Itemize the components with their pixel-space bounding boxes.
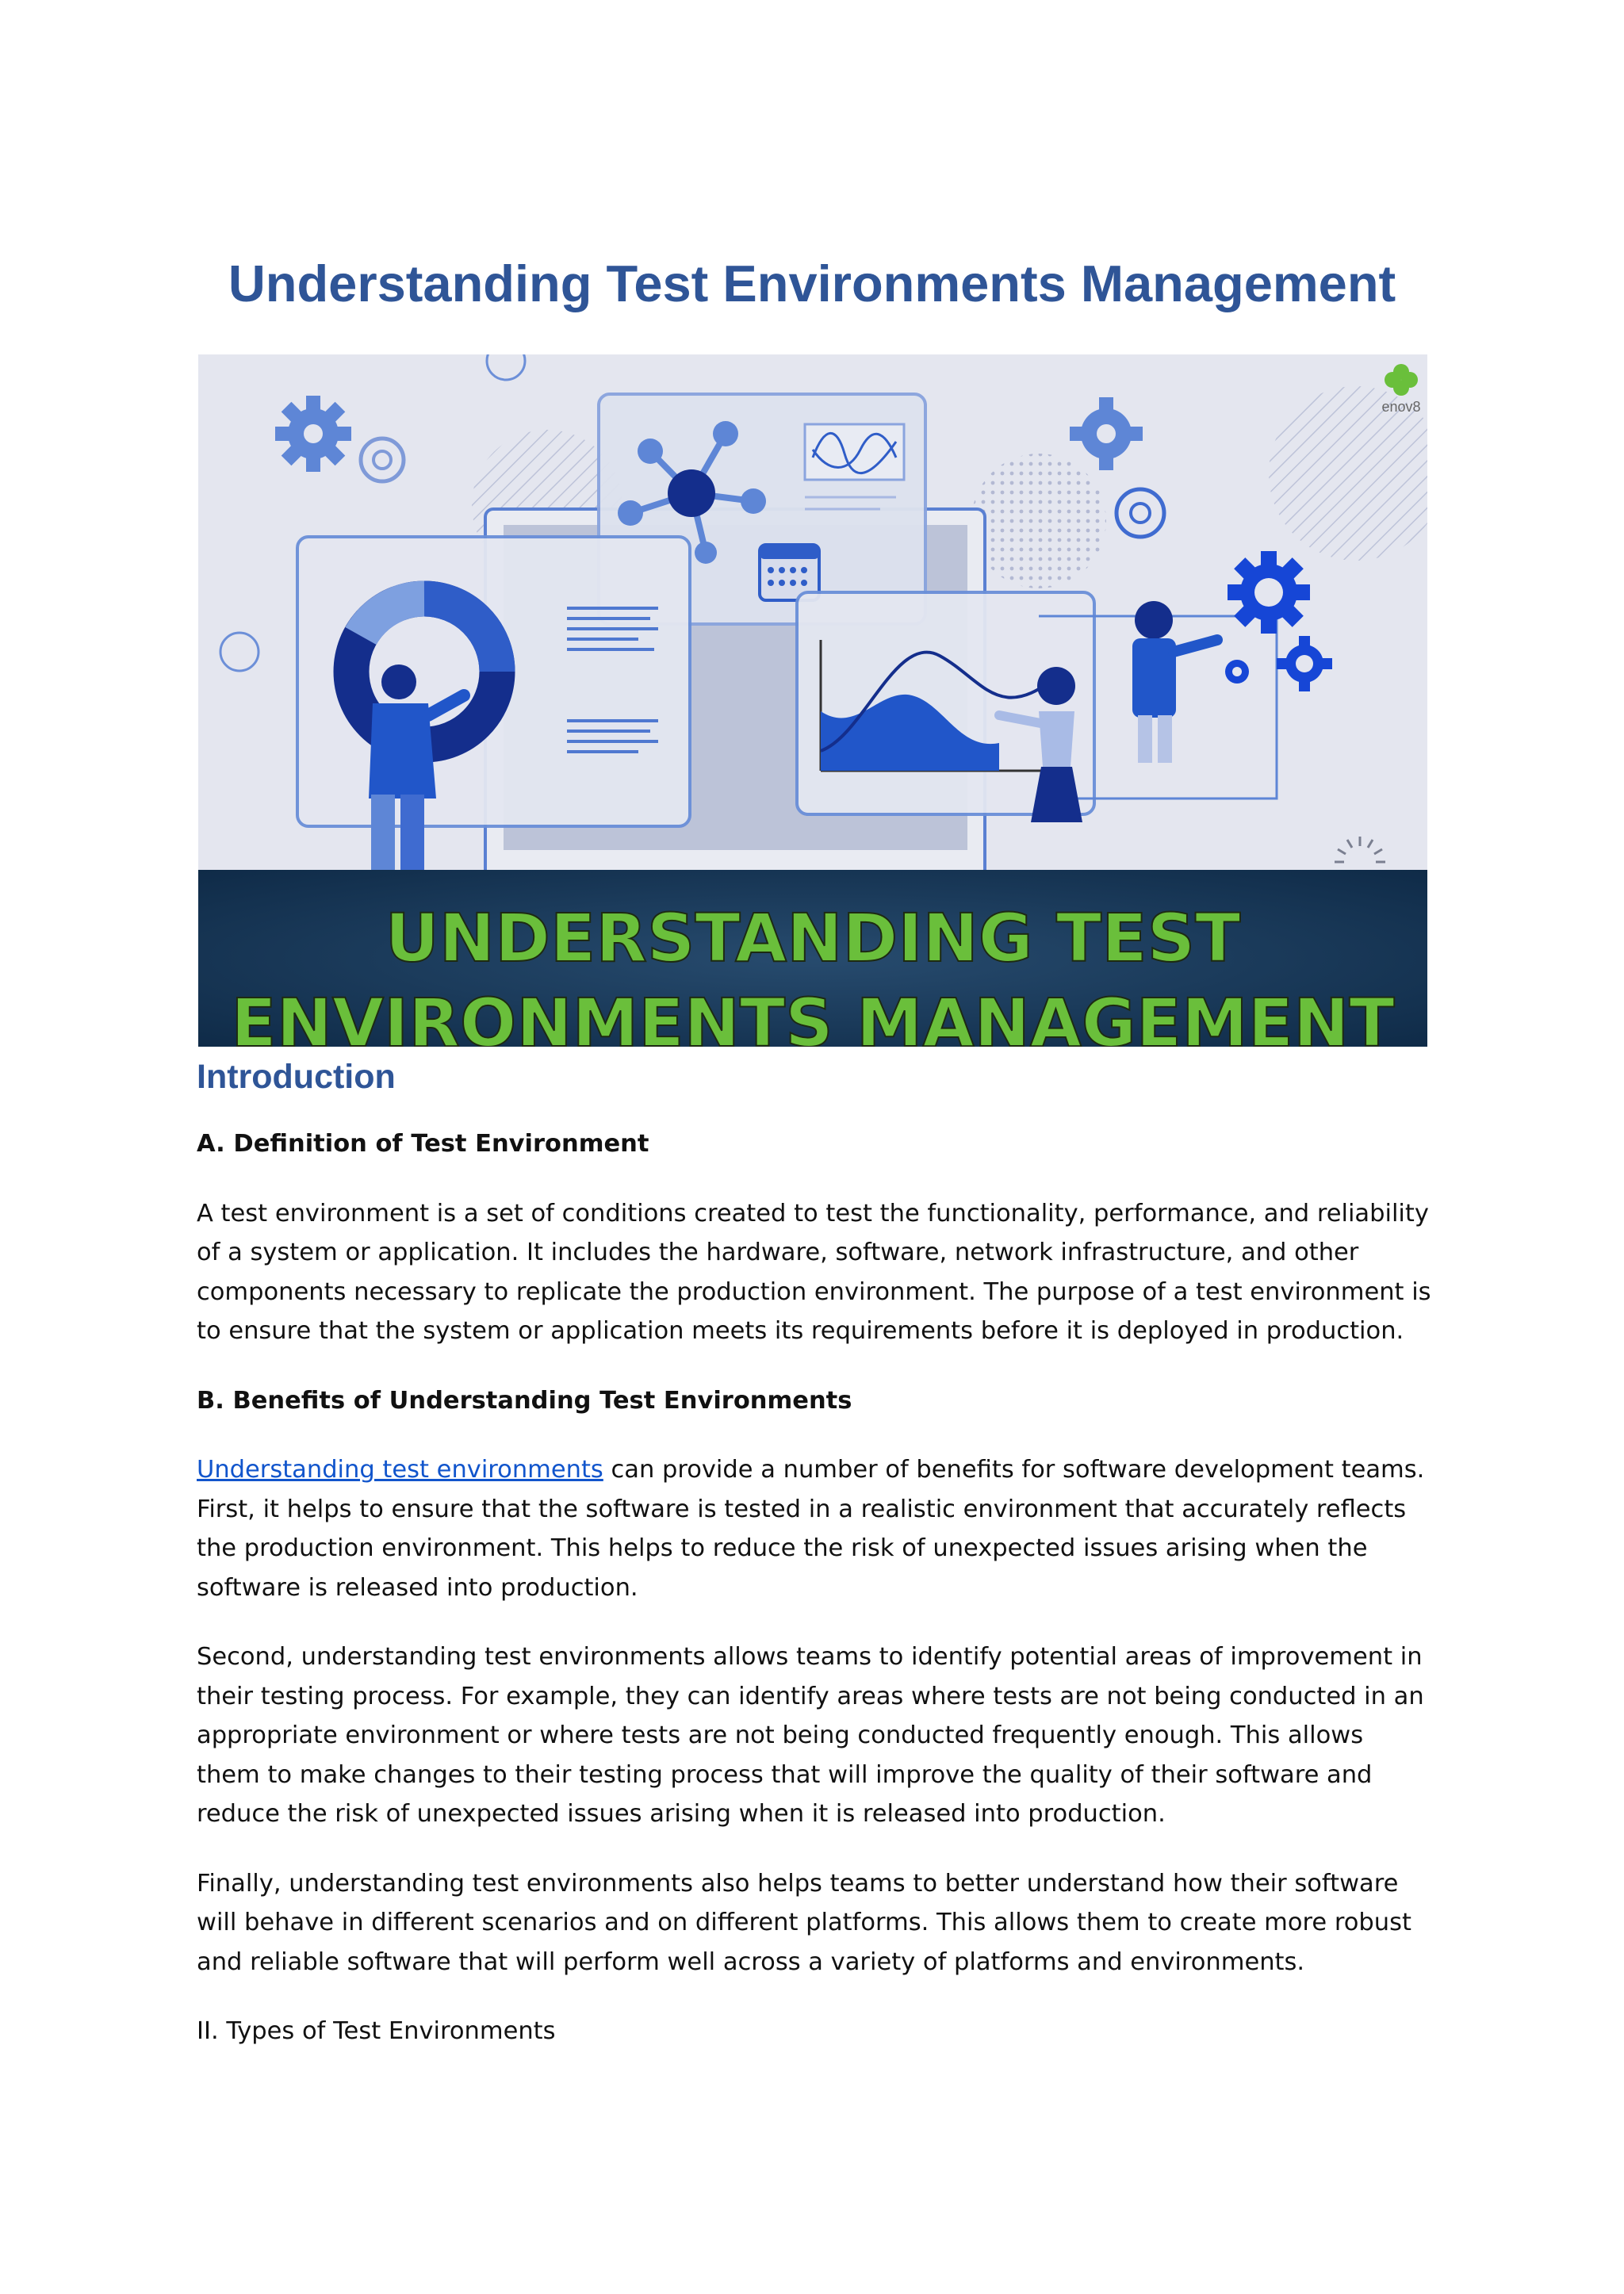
banner-image bbox=[198, 354, 1427, 1047]
article-body bbox=[197, 1124, 1434, 2081]
introduction-heading: Introduction bbox=[197, 1058, 396, 1096]
benefits-paragraph-1-text: can provide a number of benefits for software development teams. First, it helps to ensure that the software is tested in a realistic environment that accurately reflects the production environment. This helps to reduce the risk of unexpected issues arising when the software is released into production. bbox=[197, 1456, 1425, 1602]
next-section-heading: II. Types of Test Environments bbox=[197, 2017, 556, 2045]
benefits-paragraph-3: Finally, understanding test environments also helps teams to better understand how their software will behave in different scenarios and on different platforms. This allows them to create more robust and reliable software that will perform well across a variety of platforms and environments. bbox=[197, 1869, 1411, 1976]
gear-icon bbox=[275, 396, 351, 472]
benefits-paragraph-2: Second, understanding test environments allows teams to identify potential areas of improvement in their testing process. For example, they can identify areas where tests are not being conducted in an appropriate environment or where tests are not being conducted frequently enough. This allows them to make changes to their testing process that will improve the quality of their software and reduce the risk of unexpected issues arising when it is released into production. bbox=[197, 1643, 1424, 1828]
network-hub bbox=[668, 469, 715, 517]
banner-caption-line2: ENVIRONMENTS MANAGEMENT bbox=[231, 984, 1395, 1047]
understanding-test-environments-link[interactable]: Understanding test environments bbox=[197, 1456, 603, 1484]
page-title: Understanding Test Environments Management bbox=[228, 255, 1396, 312]
definition-heading: A. Definition of Test Environment bbox=[197, 1130, 649, 1158]
benefits-paragraph-1 bbox=[197, 1450, 1434, 1607]
svg-text:enov8: enov8 bbox=[1381, 399, 1421, 415]
gear-icon bbox=[1225, 660, 1249, 684]
banner-caption-line1: UNDERSTANDING TEST bbox=[385, 899, 1241, 977]
definition-paragraph: A test environment is a set of conditions created to test the functionality, performance, and reliability of a system or application. It includes the hardware, software, network infrastructure, and other components necessary to replicate the production environment. The purpose of a test environment is to ensure that the system or application meets its requirements before it is deployed in production. bbox=[197, 1199, 1431, 1345]
gear-icon bbox=[1228, 551, 1310, 634]
benefits-heading: B. Benefits of Understanding Test Environments bbox=[197, 1386, 852, 1415]
dotted-circle-decoration bbox=[971, 454, 1106, 588]
